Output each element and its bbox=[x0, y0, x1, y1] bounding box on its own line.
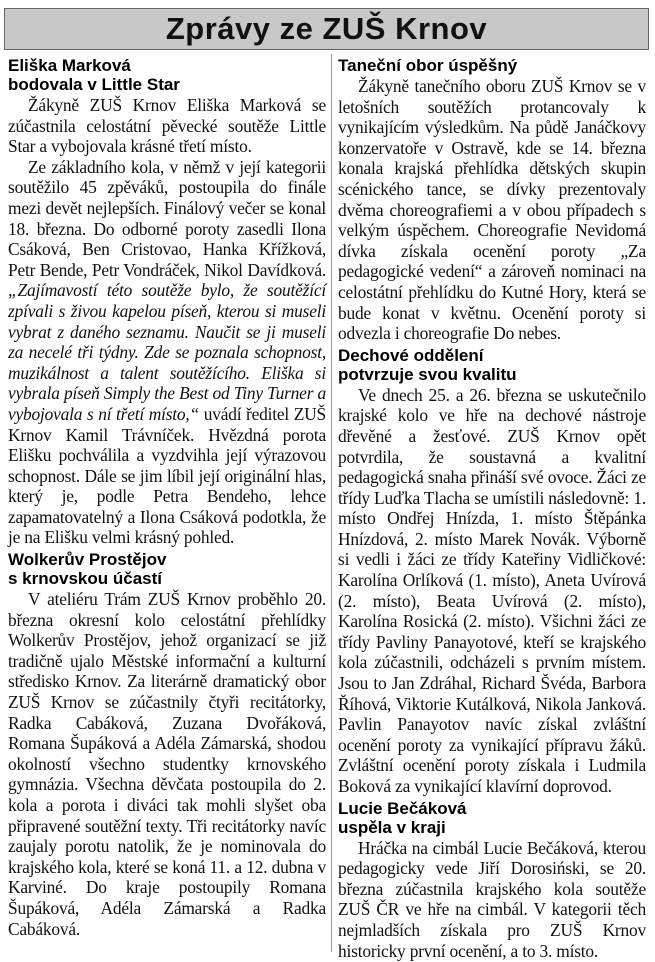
article-heading bbox=[8, 550, 326, 588]
article-dechove-oddeleni bbox=[338, 346, 646, 797]
heading-line: Lucie Bečáková bbox=[338, 798, 467, 818]
paragraph-text: uvádí ředitel ZUŠ Krnov Kamil Trávníček. Hvězdná porota Elišku pochválila a vyzdvihla její výrazovou schopnost. Dále se jim líbil její originální hlas, který je, podle Petra Bendeho, lehce zapamatovatelný a Ilona Csáková podotkla, že je na Elišku velmi krásný pohled. bbox=[8, 403, 326, 548]
heading-line: Eliška Marková bbox=[8, 56, 131, 75]
heading-line: s krnovskou účastí bbox=[8, 569, 163, 589]
article-heading bbox=[338, 799, 646, 837]
article-heading bbox=[338, 346, 646, 384]
left-column bbox=[8, 54, 326, 939]
article-paragraph: Žákyně tanečního oboru ZUŠ Krnov se v letošních soutěžích protancovaly k vynikajícím výsledkům. Na půdě Janáčkovy konzervatoře v Ostravě, kde se 14. března konala krajská přehlídka dětských skupin scénického tance, se dívky prezentovaly dvěma choreografiemi a v obou případech s velkým úspěchem. Choreografie Nevidomá dívka získala ocenění poroty „Za pedagogické vedení“ a zároveň nominaci na celostátní přehlídku do Kutné Hory, která se bude konat v květnu. Ocenění poroty si odvezla i choreografie Do nebes. bbox=[338, 76, 646, 344]
article-lucie-becakova bbox=[338, 799, 646, 962]
heading-line: bodovala v Little Star bbox=[8, 75, 180, 94]
article-paragraph: Ve dnech 25. a 26. března se uskutečnilo krajské kolo ve hře na dechové nástroje dřevěné a žesťové. ZUŠ Krnov opět potvrdila, že soustavná a kvalitní pedagogická snaha přináší své ovoce. Žáci ze třídy Luďka Tlacha se umístili následovně: 1. místo Ondřej Hnízda, 1. místo Štěpánka Hnízdová, 2. místo Marek Novák. Výborně si vedli i žáci ze třídy Kateřiny Vidličkové: Karolína Orlíková (1. místo), Aneta Uvírová (2. místo), Beata Uvírová (2. místo), Karolína Rosická (2. místo). Všichni žáci ze třídy Pavliny Panayotové, kteří se krajského kola zúčastnili, odcházeli s prvním místem. Jsou to Jan Zdráhal, Richard Švéda, Barbora Říhová, Viktorie Kutálková, Nikola Janková. Pavlin Panayotov navíc získal zvláštní ocenění poroty za vynikající přípravu žáků. Zvláštní ocenění poroty získala i Ludmila Boková za vynikající klavírní doprovod. bbox=[338, 384, 646, 796]
paragraph-text: Ze základního kola, v němž v její kategorii soutěžilo 45 zpěváků, postoupila do finále mezi devět nejlepších. Finálový večer se konal 18. března. Do odborné poroty zasedli Ilona Csáková, Ben Cristovao, Hanka Křížková, Petr Bende, Petr Vondráček, Nikol Davídková. bbox=[8, 156, 326, 280]
article-heading bbox=[338, 56, 646, 75]
heading-line: Wolkerův Prostějov bbox=[8, 550, 167, 570]
article-paragraph: Hráčka na cimbál Lucie Bečáková, kterou pedagogicky vede Jiří Dorosiński, se 20. března zúčastnila krajského kola soutěže ZUŠ ČR ve hře na cimbál. V kategorii těch nejmladších získala pro ZUŠ Krnov historicky první ocenění, a to 3. místo. bbox=[338, 837, 646, 961]
heading-line: uspěla v kraji bbox=[338, 817, 446, 837]
heading-line: Dechové oddělení bbox=[338, 345, 484, 365]
page-header bbox=[4, 8, 649, 50]
article-wolkeruv-prostejov bbox=[8, 550, 326, 939]
article-paragraph: Žákyně ZUŠ Krnov Eliška Marková se zúčastnila celostátní pěvecké soutěže Little Star a vybojovala krásné třetí místo. bbox=[8, 95, 326, 157]
article-heading bbox=[8, 56, 326, 94]
article-paragraph bbox=[8, 157, 326, 548]
right-column bbox=[338, 54, 646, 961]
page-title: Zprávy ze ZUŠ Krnov bbox=[165, 11, 488, 46]
director-quote: „Zajímavostí této soutěže bylo, že soutěžící zpívali s živou kapelou píseň, kterou si museli vybrat z daného seznamu. Naučit se ji museli za necelé tři týdny. Zde se poznala schopnost, muzikálnost a talent soutěžícího. Eliška si vybrala píseň Simply the Best od Tiny Turner a vybojovala s ní třetí místo,“ bbox=[8, 280, 326, 424]
article-paragraph: V ateliéru Trám ZUŠ Krnov proběhlo 20. března okresní kolo celostátní přehlídky Wolkerův Prostějov, jehož organizací se již tradičně ujalo Městské informační a kulturní středisko Krnov. Za literárně dramatický obor ZUŠ Krnov se zúčastnily čtyři recitátorky, Radka Cabáková, Zuzana Dvořáková, Romana Šupáková a Adéla Zámarská, shodou okolností všechno studentky krnovského gymnázia. Všechna děvčata postoupila do 2. kola a porota i diváci tak mohli slyšet oba připravené soutěžní texty. Tři recitátorky navíc zaujaly porotu natolik, že je nominovala do krajského kola, které se koná 11. a 12. dubna v Karviné. Do kraje postoupily Romana Šupáková, Adéla Zámarská a Radka Cabáková. bbox=[8, 589, 326, 939]
column-divider bbox=[331, 54, 332, 952]
article-eliska-markova bbox=[8, 56, 326, 548]
heading-line: Taneční obor úspěšný bbox=[338, 56, 518, 75]
article-tanecni-obor bbox=[338, 56, 646, 344]
heading-line: potvrzuje svou kvalitu bbox=[338, 364, 517, 384]
